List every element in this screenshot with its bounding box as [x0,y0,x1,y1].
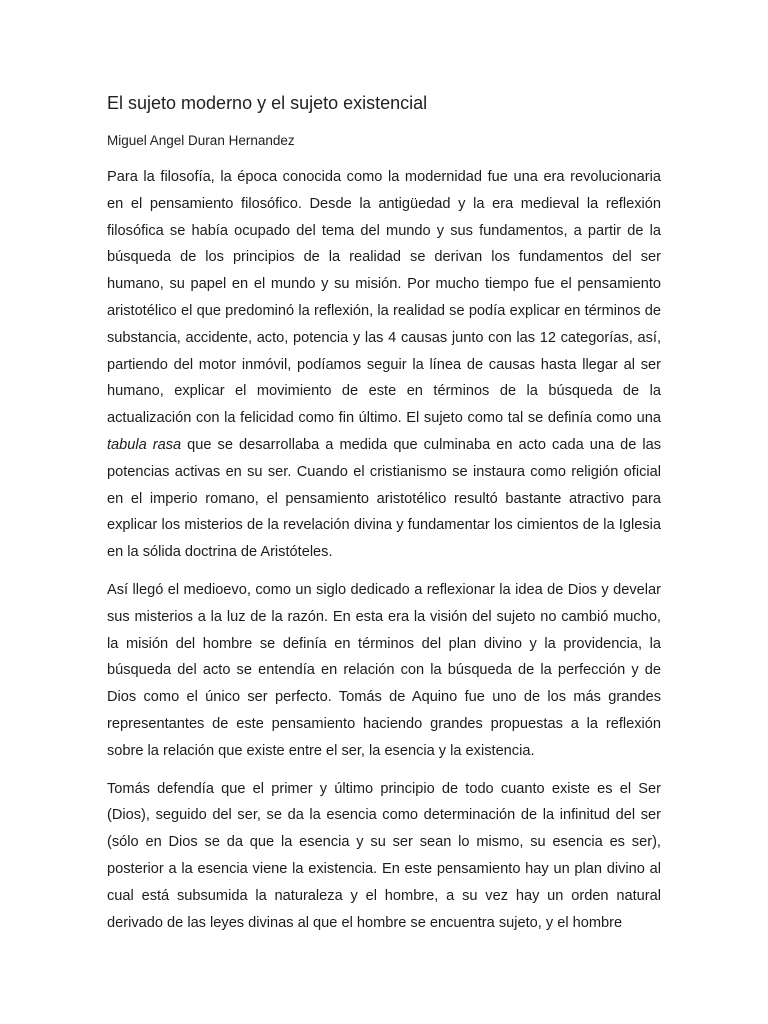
document-author: Miguel Angel Duran Hernandez [107,133,295,148]
paragraph-1 [107,164,661,566]
paragraph-1-emphasis: tabula rasa [107,436,182,453]
paragraph-1-text-before: Para la filosofía, la época conocida como la modernidad fue una era revolucionaria en el pensamiento filosófico. Desde la antigüedad y la era medieval la reflexión filosófica se había ocupado del tema del mundo y sus fundamentos, a partir de la búsqueda de los principios de la realidad se derivan los fundamentos del ser humano, su papel en el mundo y su misión. Por mucho tiempo fue el pensamiento aristotélico el que predominó la reflexión, la realidad se podía explicar en términos de substancia, accidente, acto, potencia y las 4 causas junto con las 12 categorías, así, partiendo del motor inmóvil, podíamos seguir la línea de causas hasta llegar al ser humano, explicar el movimiento de este en términos de la búsqueda de la actualización con la felicidad como fin último. El sujeto como tal se definía como una [107,169,661,427]
document-title: El sujeto moderno y el sujeto existencial [107,93,428,113]
paragraph-1-text-after: que se desarrollaba a medida que culminaba en acto cada una de las potencias activas en su ser. Cuando el cristianismo se instaura como religión oficial en el imperio romano, el pensamiento aristotélico resultó bastante atractivo para explicar los misterios de la revelación divina y fundamentar los cimientos de la Iglesia en la sólida doctrina de Aristóteles. [107,436,661,561]
paragraph-2: Así llegó el medioevo, como un siglo dedicado a reflexionar la idea de Dios y develar sus misterios a la luz de la razón. En esta era la visión del sujeto no cambió mucho, la misión del hombre se definía en términos del plan divino y la providencia, la búsqueda del acto se entendía en relación con la búsqueda de la perfección y de Dios como el único ser perfecto. Tomás de Aquino fue uno de los más grandes representantes de este pensamiento haciendo grandes propuestas a la reflexión sobre la relación que existe entre el ser, la esencia y la existencia. [107,581,661,759]
paragraph-3: Tomás defendía que el primer y último principio de todo cuanto existe es el Ser (Dios), seguido del ser, se da la esencia como determinación de la infinitud del ser (sólo en Dios se da que la esencia y su ser sean lo mismo, su esencia es ser), posterior a la esencia viene la existencia. En este pensamiento hay un plan divino al cual está subsumida la naturaleza y el hombre, a su vez hay un orden natural derivado de las leyes divinas al que el hombre se encuentra sujeto, y el hombre [107,780,661,931]
document-body [107,164,661,936]
